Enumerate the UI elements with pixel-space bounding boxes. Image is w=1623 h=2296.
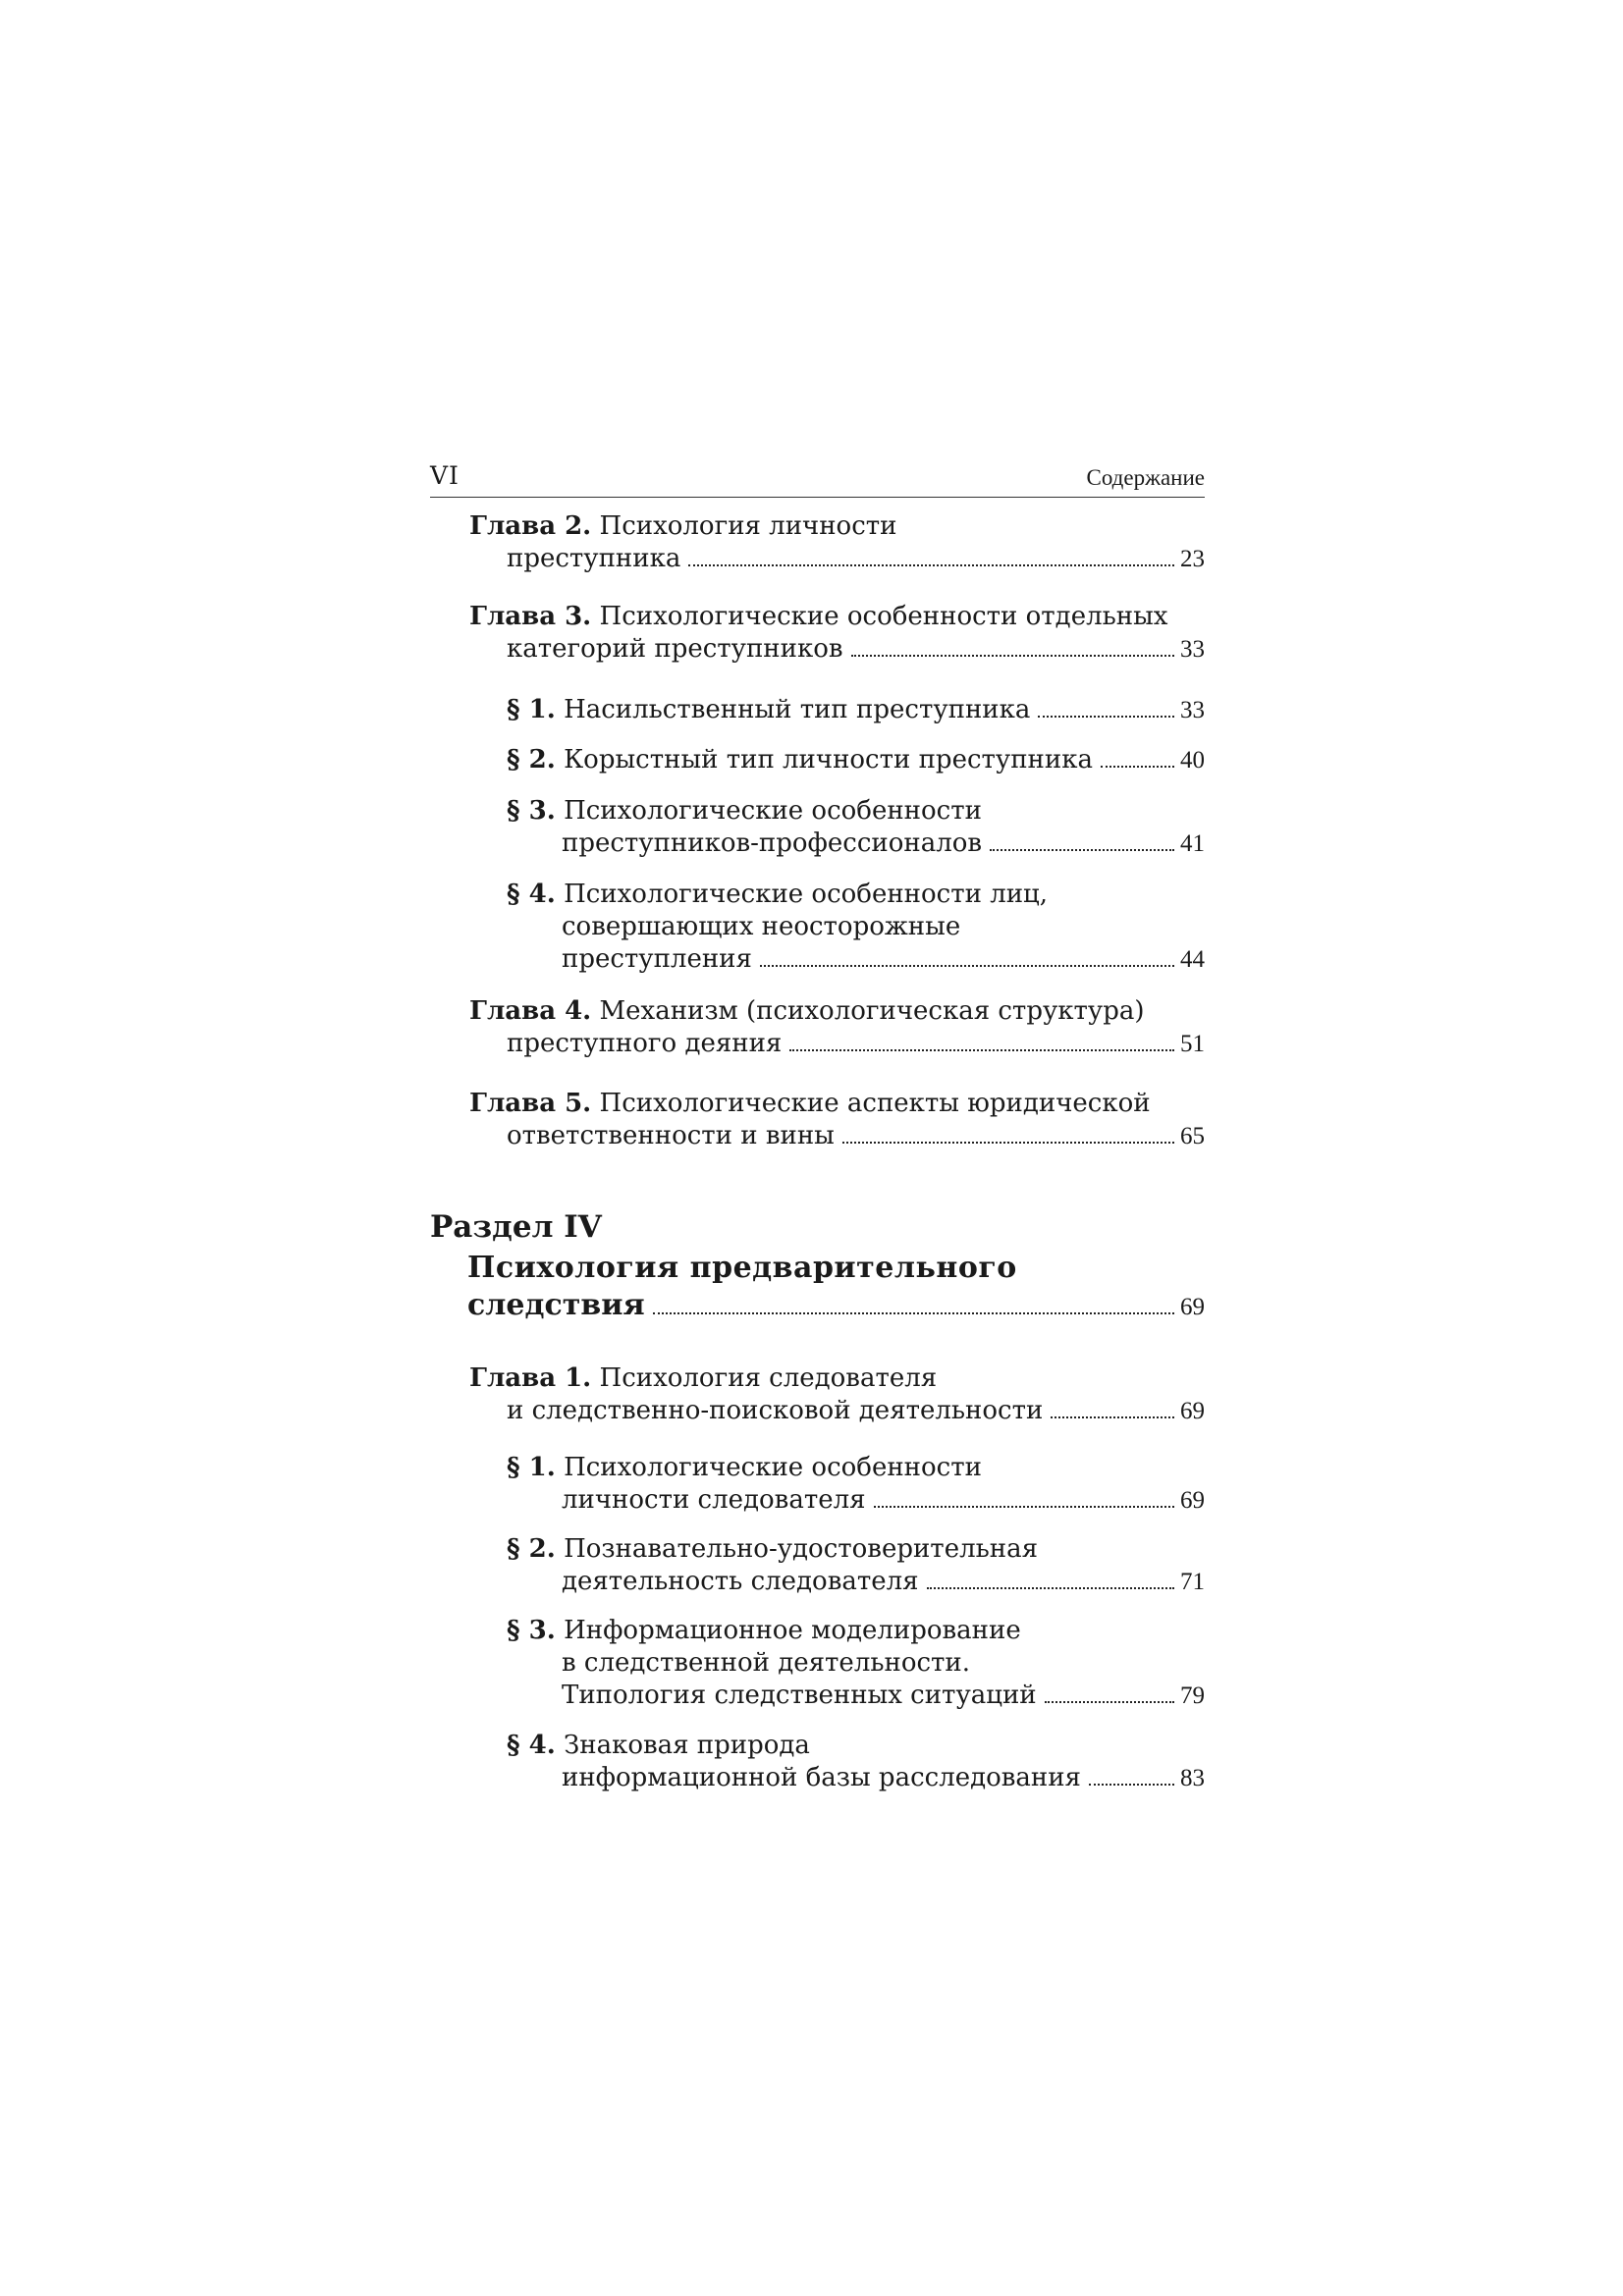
- toc-page: [430, 461, 1205, 1792]
- dot-leader: [789, 1049, 1174, 1051]
- entry-page: 69: [1180, 1398, 1205, 1424]
- entry-title: ответственности и вины: [507, 1121, 835, 1150]
- entry-title: Типология следственных ситуаций: [562, 1681, 1037, 1710]
- part-title: следствия: [467, 1288, 645, 1322]
- entry-page: 71: [1180, 1569, 1205, 1595]
- dot-leader: [1089, 1784, 1174, 1786]
- entry-page: 41: [1180, 830, 1205, 857]
- toc-entry-section-1[interactable]: [507, 694, 1205, 726]
- entry-title: Психологические особенности отдельных: [599, 602, 1168, 631]
- entry-label: § 4.: [507, 880, 556, 909]
- entry-title: Психологические особенности лиц,: [564, 880, 1049, 909]
- entry-title: Психологические особенности: [564, 1453, 982, 1482]
- dot-leader: [990, 849, 1174, 851]
- toc-entry-section-2[interactable]: [507, 1533, 1205, 1598]
- entry-title: Корыстный тип личности преступника: [564, 745, 1093, 774]
- entry-title: Механизм (психологическая структура): [599, 996, 1145, 1026]
- entry-title: Психологические аспекты юридической: [599, 1089, 1151, 1118]
- entry-page: 33: [1180, 697, 1205, 723]
- dot-leader: [851, 655, 1175, 657]
- entry-page: 23: [1180, 546, 1205, 572]
- dot-leader: [842, 1142, 1174, 1144]
- entry-title: Познавательно-удостоверительная: [564, 1534, 1038, 1564]
- page-number: VI: [430, 461, 460, 490]
- entry-page: 79: [1180, 1682, 1205, 1709]
- dot-leader: [874, 1506, 1174, 1508]
- dot-leader: [1045, 1701, 1174, 1703]
- toc-entry-section-4[interactable]: [507, 1730, 1205, 1794]
- entry-title: деятельность следователя: [562, 1567, 919, 1596]
- entry-title: личности следователя: [562, 1485, 866, 1515]
- entry-title: преступника: [507, 544, 681, 573]
- toc-entry-section-4[interactable]: [507, 879, 1205, 976]
- entry-label: Глава 1.: [469, 1363, 592, 1393]
- entry-title: преступного деяния: [507, 1029, 783, 1058]
- entry-title: Психология следователя: [599, 1363, 938, 1393]
- entry-label: § 1.: [507, 1453, 556, 1482]
- entry-page: 51: [1180, 1031, 1205, 1057]
- entry-title: Психологические особенности: [564, 796, 982, 826]
- entry-title: совершающих неосторожные: [562, 912, 961, 941]
- toc-entry-chapter-2[interactable]: [469, 510, 1205, 575]
- entry-page: 69: [1180, 1487, 1205, 1514]
- entry-title: Насильственный тип преступника: [564, 695, 1031, 724]
- toc-entry-section-2[interactable]: [507, 744, 1205, 776]
- entry-title: преступников-профессионалов: [562, 828, 983, 858]
- entry-page: 40: [1180, 747, 1205, 774]
- dot-leader: [927, 1587, 1174, 1589]
- entry-title: Психология личности: [599, 511, 897, 541]
- part-label: Раздел IV: [430, 1209, 602, 1245]
- dot-leader: [688, 564, 1174, 566]
- entry-title: категорий преступников: [507, 634, 843, 664]
- toc-entry-chapter-3[interactable]: [469, 601, 1205, 666]
- toc-entry-part-4[interactable]: [467, 1250, 1205, 1326]
- entry-title: Знаковая природа: [564, 1731, 810, 1760]
- entry-page: 69: [1180, 1294, 1205, 1320]
- entry-label: § 2.: [507, 1534, 556, 1564]
- toc-entry-chapter-1[interactable]: [469, 1362, 1205, 1427]
- running-head: [430, 461, 1205, 498]
- entry-label: Глава 3.: [469, 602, 592, 631]
- entry-page: 83: [1180, 1765, 1205, 1791]
- dot-leader: [760, 965, 1174, 967]
- toc-entry-section-3[interactable]: [507, 795, 1205, 860]
- dot-leader: [1051, 1416, 1174, 1418]
- entry-page: 33: [1180, 636, 1205, 663]
- entry-label: Глава 2.: [469, 511, 592, 541]
- entry-label: § 4.: [507, 1731, 556, 1760]
- entry-label: Глава 4.: [469, 996, 592, 1026]
- toc-entry-chapter-5[interactable]: [469, 1088, 1205, 1152]
- dot-leader: [1101, 766, 1174, 768]
- toc-entry-chapter-4[interactable]: [469, 995, 1205, 1060]
- entry-title: в следственной деятельности.: [562, 1648, 971, 1678]
- dot-leader: [653, 1312, 1174, 1314]
- dot-leader: [1038, 716, 1174, 718]
- toc-entry-section-1[interactable]: [507, 1452, 1205, 1517]
- entry-label: Глава 5.: [469, 1089, 592, 1118]
- entry-label: § 1.: [507, 695, 556, 724]
- toc-entry-section-3[interactable]: [507, 1615, 1205, 1712]
- entry-title: Информационное моделирование: [564, 1616, 1021, 1645]
- part-title: Психология предварительного: [467, 1251, 1017, 1285]
- entry-title: информационной базы расследования: [562, 1763, 1081, 1792]
- entry-page: 65: [1180, 1123, 1205, 1149]
- entry-page: 44: [1180, 946, 1205, 973]
- running-title: Содержание: [1086, 465, 1205, 490]
- entry-label: § 2.: [507, 745, 556, 774]
- entry-label: § 3.: [507, 1616, 556, 1645]
- entry-label: § 3.: [507, 796, 556, 826]
- entry-title: и следственно-поисковой деятельности: [507, 1396, 1044, 1425]
- entry-title: преступления: [562, 944, 752, 974]
